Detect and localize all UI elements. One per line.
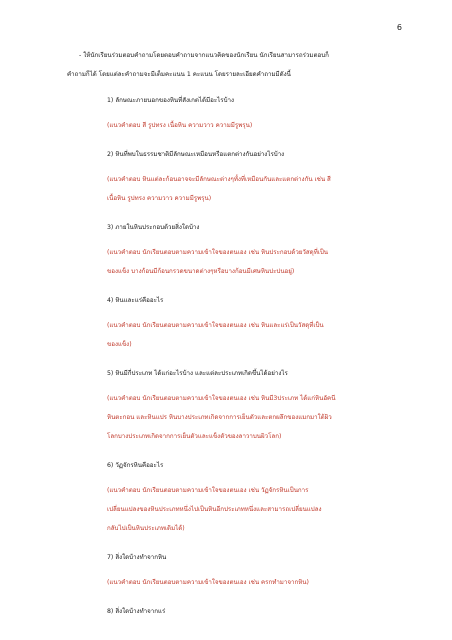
- answer-line: กลับไปเป็นหินประเภทเดิมได้): [107, 525, 185, 532]
- answer-line: (แนวคำตอบ นักเรียนตอบตามความเข้าใจของตนเอง เช่น ครกทำมาจากหิน): [107, 579, 309, 586]
- question-item: [107, 549, 417, 592]
- question-text: 8) สิ่งใดบ้างทำจากแร่: [107, 608, 166, 615]
- answer-line: หินตะกอน และหินแปร หินบางประเภทเกิดจากการเย็นตัวและตกผลึกของแมกมาใต้ผิว: [107, 414, 332, 421]
- question-item: [107, 292, 417, 354]
- answer-line: โลกบางประเภทเกิดจากการเย็นตัวและแข็งตัวของลาวาบนผิวโลก): [107, 433, 282, 440]
- answer-guideline: [107, 170, 417, 208]
- question-item: [107, 92, 417, 135]
- question-item: [107, 365, 417, 446]
- answer-line: เนื้อหิน รูปทรง ความวาว ความมีรูพรุน): [107, 195, 212, 202]
- answer-guideline: [107, 481, 417, 538]
- answer-line: เปลี่ยนแปลงของหินประเภทหนึ่งไปเป็นหินอีกประเภทหนึ่งและสามารถเปลี่ยนแปลง: [107, 506, 322, 513]
- answer-line: ของแข็ง บางก้อนมีก้อนกรวดขนาดต่างๆหรือบางก้อนมีเศษหินปะปนอยู่): [107, 268, 295, 275]
- page-number: 6: [396, 23, 402, 32]
- answer-guideline: [107, 573, 417, 592]
- answer-guideline: [107, 116, 417, 135]
- answer-line: (แนวคำตอบ นักเรียนตอบตามความเข้าใจของตนเอง เช่น วัฏจักรหินเป็นการ: [107, 487, 309, 494]
- intro-paragraph: [67, 46, 409, 84]
- answer-guideline: [107, 389, 417, 446]
- question-list: [107, 92, 417, 627]
- question-text: 7) สิ่งใดบ้างทำจากหิน: [107, 554, 167, 561]
- question-item: [107, 603, 417, 621]
- question-text: 6) วัฏจักรหินคืออะไร: [107, 462, 164, 469]
- question-text: 2) หินที่พบในธรรมชาติมีลักษณะเหมือนหรือแตกต่างกันอย่างไรบ้าง: [107, 151, 285, 158]
- intro-line-1: - ให้นักเรียนร่วมตอบคำถามโดยตอบคำถามจากแนวคิดของนักเรียน นักเรียนสามารถร่วมตอบก็: [79, 52, 329, 59]
- question-item: [107, 219, 417, 281]
- question-text: 4) หินและแร่คืออะไร: [107, 297, 164, 304]
- answer-guideline: [107, 316, 417, 354]
- question-text: 3) ภายในหินประกอบด้วยสิ่งใดบ้าง: [107, 224, 200, 231]
- answer-line: (แนวคำตอบ หินแต่ละก้อนอาจจะมีลักษณะต่างๆทั้งที่เหมือนกันและแตกต่างกัน เช่น สี: [107, 176, 331, 183]
- answer-line: (แนวคำตอบ สี รูปทรง เนื้อหิน ความวาว ความมีรูพรุน): [107, 122, 253, 129]
- answer-line: (แนวคำตอบ นักเรียนตอบตามความเข้าใจของตนเอง เช่น หินและแร่เป็นวัสดุที่เป็น: [107, 322, 324, 329]
- intro-line-2: คำถามก็ได้ โดยแต่ละคำถามจะมีเต็มคะแนน 1 คะแนน โดยรายละเอียดคำถามมีดังนี้: [67, 71, 291, 78]
- question-text: 5) หินมีกี่ประเภท ได้แก่อะไรบ้าง และแต่ละประเภทเกิดขึ้นได้อย่างไร: [107, 370, 288, 377]
- answer-line: (แนวคำตอบ นักเรียนตอบตามความเข้าใจของตนเอง เช่น หินประกอบด้วยวัสดุที่เป็น: [107, 249, 329, 256]
- answer-guideline: [107, 243, 417, 281]
- question-text: 1) ลักษณะภายนอกของหินที่สังเกตได้มีอะไรบ้าง: [107, 97, 235, 104]
- question-item: [107, 457, 417, 538]
- answer-line: ของแข็ง): [107, 341, 132, 348]
- question-item: [107, 146, 417, 208]
- answer-line: (แนวคำตอบ นักเรียนตอบตามความเข้าใจของตนเอง เช่น หินมี3ประเภท ได้แก่หินอัคนี: [107, 395, 336, 402]
